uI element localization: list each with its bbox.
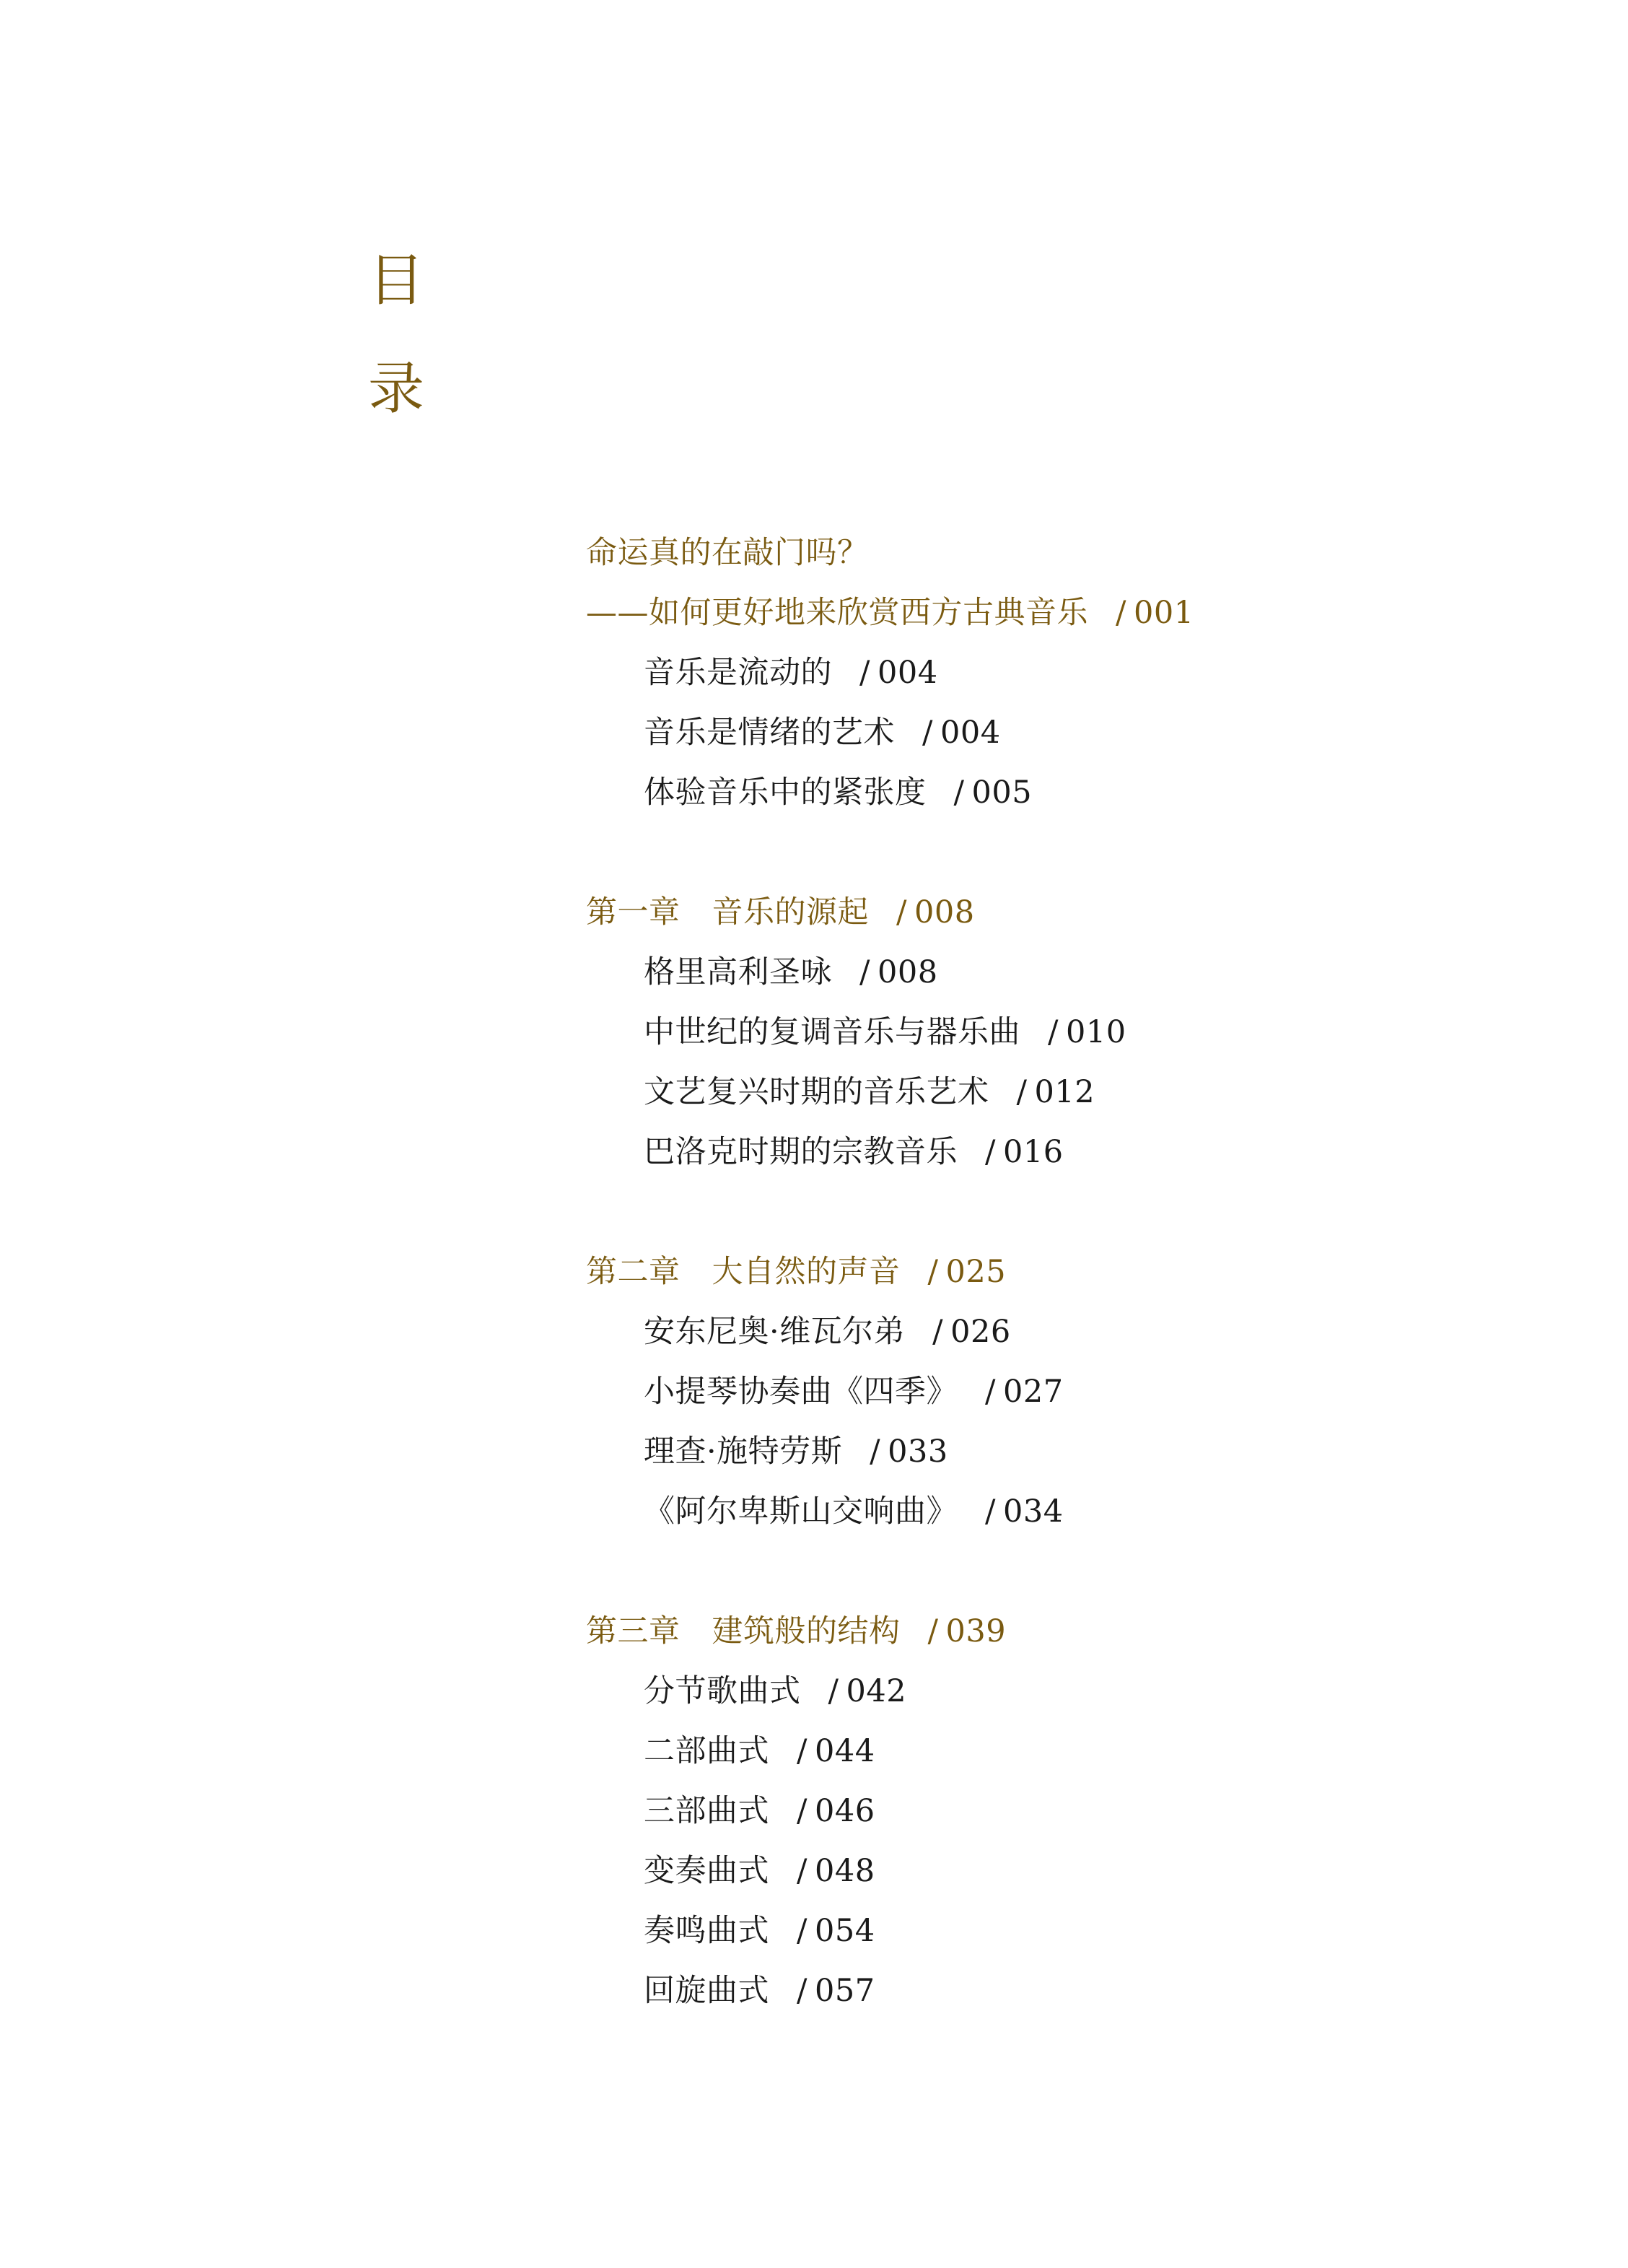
page-number: 033 [888, 1434, 948, 1470]
page-number: 044 [815, 1733, 875, 1769]
page-number: 048 [815, 1853, 875, 1889]
entry-label: 中世纪的复调音乐与器乐曲 [644, 1014, 1020, 1050]
intro-heading[interactable] [586, 535, 869, 571]
page-number: 057 [815, 1973, 875, 2009]
page-number: 025 [945, 1254, 1007, 1290]
chapter-heading[interactable] [586, 1254, 1007, 1290]
separator: / [896, 894, 907, 930]
separator: / [985, 1374, 996, 1410]
page-number: 046 [815, 1793, 875, 1829]
chapter-number: 第三章 [586, 1613, 680, 1649]
separator: / [859, 655, 870, 691]
separator: / [985, 1134, 996, 1170]
chapter-title: 音乐的源起 [712, 894, 869, 930]
entry-label: 三部曲式 [644, 1793, 769, 1829]
page-number: 004 [940, 715, 1001, 751]
chapter-title: 大自然的声音 [712, 1254, 901, 1290]
toc-entry[interactable] [644, 1374, 1064, 1410]
entry-label: 音乐是情绪的艺术 [644, 715, 895, 751]
toc-entry[interactable] [644, 775, 1033, 811]
separator: / [1048, 1014, 1059, 1050]
toc-title-char-2: 录 [368, 357, 425, 422]
page-number: 008 [878, 954, 938, 990]
toc-entry[interactable] [644, 1434, 948, 1470]
page-number: 054 [815, 1913, 875, 1949]
page-number: 034 [1003, 1493, 1064, 1530]
chapter-heading[interactable] [586, 894, 975, 930]
entry-label: 《阿尔卑斯山交响曲》 [644, 1493, 958, 1530]
separator: / [1016, 1074, 1028, 1110]
entry-label: 体验音乐中的紧张度 [644, 775, 927, 811]
page-number: 008 [914, 894, 975, 930]
toc-entry[interactable] [644, 1973, 875, 2009]
toc-entry[interactable] [644, 1314, 1011, 1350]
separator: / [797, 1733, 808, 1769]
toc-entry[interactable] [644, 1134, 1064, 1170]
separator: / [1116, 595, 1126, 631]
intro-title: 命运真的在敲门吗？ [586, 535, 869, 571]
page-number: 039 [945, 1613, 1007, 1649]
entry-label: 小提琴协奏曲《四季》 [644, 1374, 958, 1410]
entry-label: 二部曲式 [644, 1733, 769, 1769]
entry-label: 回旋曲式 [644, 1973, 769, 2009]
entry-label: 变奏曲式 [644, 1853, 769, 1889]
page-number: 026 [950, 1314, 1011, 1350]
separator: / [797, 1973, 808, 2009]
toc-entry[interactable] [644, 1074, 1095, 1110]
entry-label: 巴洛克时期的宗教音乐 [644, 1134, 958, 1170]
entry-label: 音乐是流动的 [644, 655, 832, 691]
toc-entry[interactable] [644, 655, 938, 691]
separator: / [797, 1853, 808, 1889]
entry-label: 文艺复兴时期的音乐艺术 [644, 1074, 989, 1110]
entry-label: 格里高利圣咏 [644, 954, 832, 990]
page-number: 001 [1134, 595, 1194, 631]
page-number: 005 [971, 775, 1033, 811]
page-number: 042 [846, 1673, 907, 1709]
toc-entry[interactable] [644, 1493, 1064, 1530]
chapter-heading[interactable] [586, 1613, 1007, 1649]
toc-entry[interactable] [644, 1014, 1126, 1050]
chapter-number: 第一章 [586, 894, 680, 930]
page-number: 027 [1003, 1374, 1064, 1410]
entry-label: 奏鸣曲式 [644, 1913, 769, 1949]
toc-entry[interactable] [644, 1673, 907, 1709]
separator: / [797, 1793, 808, 1829]
separator: / [927, 1613, 939, 1649]
entry-label: 理查·施特劳斯 [644, 1434, 843, 1470]
entry-label: 安东尼奥·维瓦尔弟 [644, 1314, 906, 1350]
separator: / [985, 1493, 996, 1530]
separator: / [953, 775, 965, 811]
toc-entry[interactable] [644, 715, 1001, 751]
toc-entry[interactable] [644, 1853, 875, 1889]
toc-entry[interactable] [644, 1733, 875, 1769]
separator: / [828, 1673, 839, 1709]
chapter-title: 建筑般的结构 [712, 1613, 901, 1649]
toc-entry[interactable] [644, 1913, 875, 1949]
toc-title-char-1: 目 [368, 248, 425, 313]
page-number: 004 [878, 655, 938, 691]
intro-subheading[interactable] [586, 595, 1194, 631]
separator: / [870, 1434, 881, 1470]
page-number: 016 [1003, 1134, 1064, 1170]
page-number: 010 [1066, 1014, 1126, 1050]
toc-entry[interactable] [644, 1793, 875, 1829]
separator: / [797, 1913, 808, 1949]
page-number: 012 [1034, 1074, 1095, 1110]
chapter-number: 第二章 [586, 1254, 680, 1290]
separator: / [927, 1254, 939, 1290]
intro-subtitle: ——如何更好地来欣赏西方古典音乐 [586, 595, 1088, 631]
toc-entry[interactable] [644, 954, 938, 990]
separator: / [922, 715, 933, 751]
entry-label: 分节歌曲式 [644, 1673, 801, 1709]
separator: / [859, 954, 870, 990]
separator: / [932, 1314, 944, 1350]
